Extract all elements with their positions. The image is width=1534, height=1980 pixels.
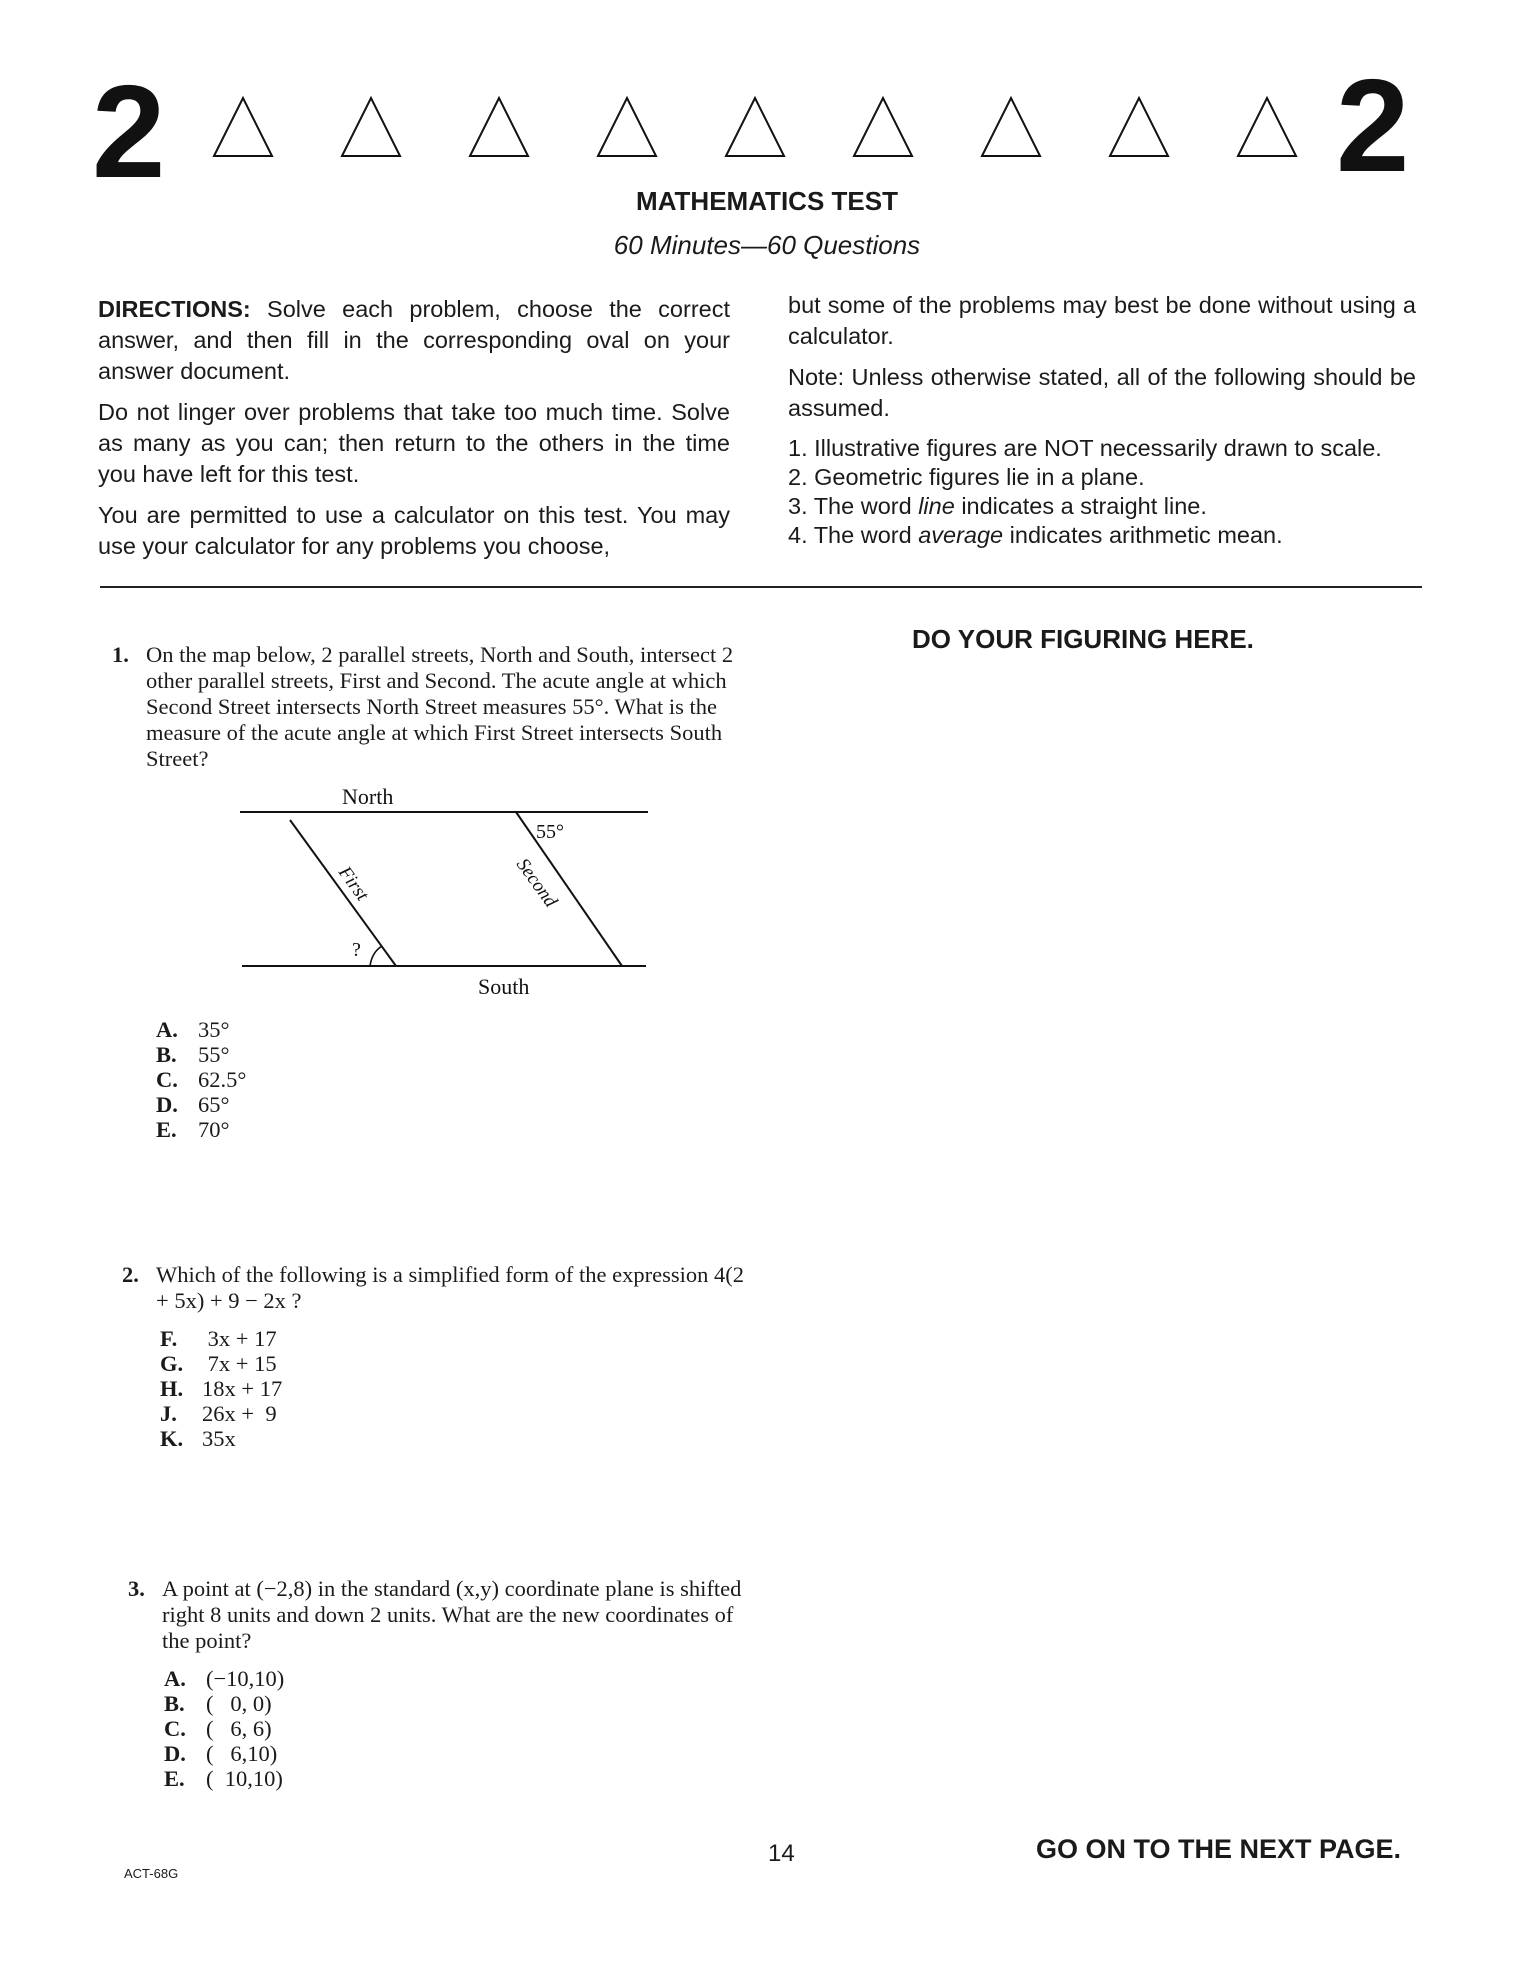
triangle-icon xyxy=(726,98,784,156)
north-label: North xyxy=(342,784,394,809)
directions-text-1: Solve each problem, choose the correct answer, and then fill in the corresponding oval on your answer document. xyxy=(98,296,730,384)
angle-55-label: 55° xyxy=(536,821,564,843)
test-title: MATHEMATICS TEST xyxy=(636,186,898,216)
question-stem: On the map below, 2 parallel streets, North and South, intersect 2 other parallel streets, First and Second. The acute angle at which Second Street intersects North Street measures 55°. What is the measure of the acute angle at which First Street intersects South Street? xyxy=(146,642,734,771)
unknown-angle-arc xyxy=(370,946,382,966)
triangle-icon xyxy=(1110,98,1168,156)
assumption-item: 3. The word line indicates a straight line. xyxy=(788,493,1207,519)
assumption-note: Note: Unless otherwise stated, all of the following should be assumed. xyxy=(788,364,1416,421)
triangle-icon xyxy=(854,98,912,156)
triangle-icon xyxy=(1238,98,1296,156)
section-number-left: 2 xyxy=(92,58,166,205)
test-subtitle: 60 Minutes—60 Questions xyxy=(613,230,921,260)
answer-option[interactable]: C. ( 6, 6) xyxy=(164,1716,272,1741)
first-street-label: First xyxy=(333,862,373,905)
directions-paragraph-3-continued: but some of the problems may best be done without using a calculator. xyxy=(788,292,1416,349)
question-3 xyxy=(128,1576,754,1654)
answer-option[interactable]: D. ( 6,10) xyxy=(164,1741,278,1766)
second-street-label: Second xyxy=(511,854,562,912)
answer-option[interactable]: G. 7x + 15 xyxy=(160,1351,277,1376)
triangle-icon xyxy=(214,98,272,156)
first-street-line xyxy=(290,820,396,966)
answer-option[interactable]: J. 26x + 9 xyxy=(160,1401,277,1426)
question-1 xyxy=(112,642,738,772)
question-3-options xyxy=(164,1666,284,1791)
question-number: 3. xyxy=(128,1576,145,1601)
section-number-right: 2 xyxy=(1336,52,1410,199)
question-number: 1. xyxy=(112,642,129,667)
section-divider xyxy=(100,586,1422,588)
answer-option[interactable]: A. (−10,10) xyxy=(164,1666,285,1691)
directions-label: DIRECTIONS: xyxy=(98,296,251,322)
assumption-item: 1. Illustrative figures are NOT necessarily drawn to scale. xyxy=(788,435,1382,461)
question-2-options xyxy=(160,1326,282,1451)
question-stem: Which of the following is a simplified form of the expression 4(2 + 5x) + 9 − 2x ? xyxy=(156,1262,744,1313)
question-stem: A point at (−2,8) in the standard (x,y) coordinate plane is shifted right 8 units and down 2 units. What are the new coordinates of the point? xyxy=(162,1576,742,1653)
question-number: 2. xyxy=(122,1262,139,1287)
directions-paragraph-3: You are permitted to use a calculator on this test. You may use your calculator for any problems you choose, xyxy=(98,502,730,559)
assumption-item: 4. The word average indicates arithmetic mean. xyxy=(788,522,1283,548)
triangle-icon xyxy=(598,98,656,156)
assumption-list xyxy=(788,434,1416,550)
question-2 xyxy=(122,1262,748,1314)
question-1-options xyxy=(156,1017,246,1142)
directions-left-column xyxy=(98,294,730,572)
street-map-figure xyxy=(230,780,660,1000)
answer-option[interactable]: E. 70° xyxy=(156,1117,230,1142)
triangle-icon xyxy=(342,98,400,156)
answer-option[interactable]: E. ( 10,10) xyxy=(164,1766,283,1791)
answer-option[interactable]: H. 18x + 17 xyxy=(160,1376,283,1401)
triangle-icon xyxy=(470,98,528,156)
assumption-item: 2. Geometric figures lie in a plane. xyxy=(788,464,1145,490)
answer-option[interactable]: B. ( 0, 0) xyxy=(164,1691,272,1716)
form-code: ACT-68G xyxy=(124,1866,179,1881)
answer-option[interactable]: F. 3x + 17 xyxy=(160,1326,277,1351)
directions-paragraph-1 xyxy=(98,294,730,387)
next-page-notice: GO ON TO THE NEXT PAGE. xyxy=(1036,1834,1402,1864)
south-label: South xyxy=(478,974,530,999)
answer-option[interactable]: C. 62.5° xyxy=(156,1067,247,1092)
unknown-angle-label: ? xyxy=(352,939,361,961)
answer-option[interactable]: K. 35x xyxy=(160,1426,236,1451)
directions-paragraph-2: Do not linger over problems that take too much time. Solve as many as you can; then return to the others in the time you have left for this test. xyxy=(98,399,730,487)
answer-option[interactable]: B. 55° xyxy=(156,1042,230,1067)
triangle-row xyxy=(200,96,1330,166)
triangle-icon xyxy=(982,98,1040,156)
figuring-area-label: DO YOUR FIGURING HERE. xyxy=(912,624,1254,654)
directions-right-column xyxy=(788,290,1416,550)
answer-option[interactable]: D. 65° xyxy=(156,1092,230,1117)
page-number: 14 xyxy=(768,1840,795,1867)
answer-option[interactable]: A. 35° xyxy=(156,1017,230,1042)
